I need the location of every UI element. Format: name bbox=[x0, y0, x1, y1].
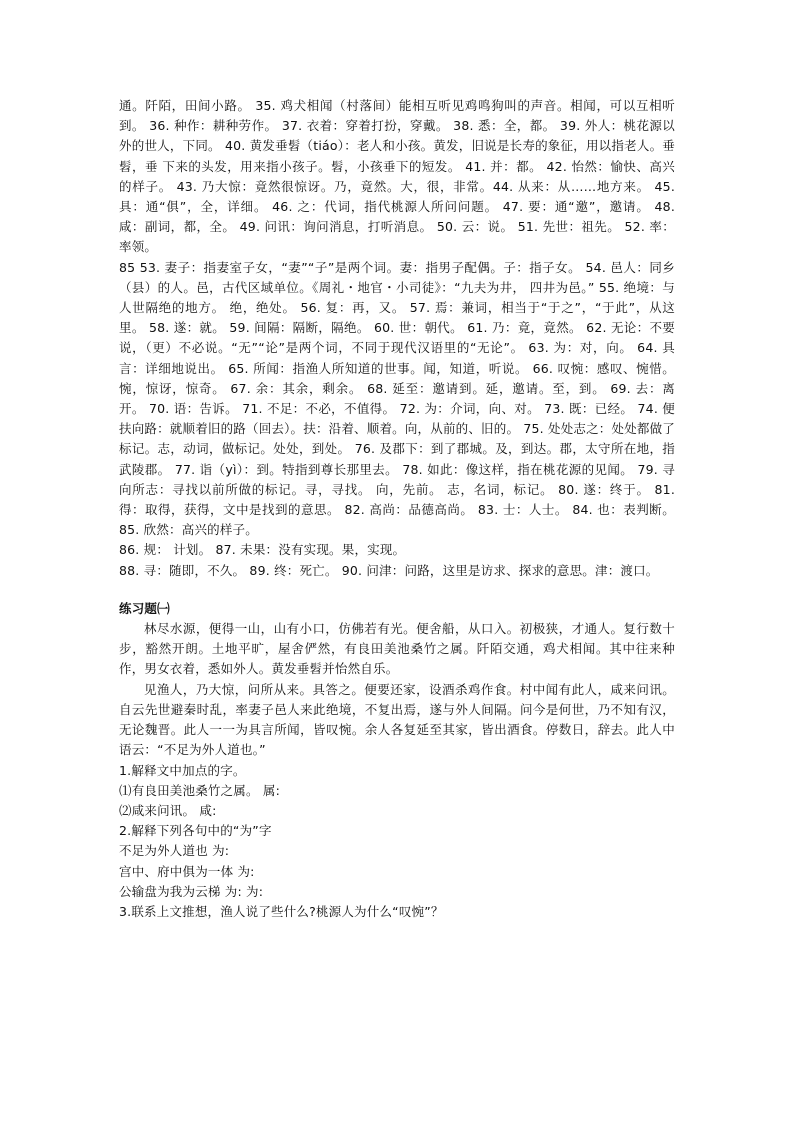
annotation-paragraph: 88. 寻：随即，不久。 89. 终：死亡。 90. 问津：问路，这里是访求、探求的意思。津：渡口。 bbox=[119, 562, 659, 578]
question-2-item-3: 公输盘为我为云梯 为: 为: bbox=[119, 883, 264, 899]
question-2-item-2: 宫中、府中俱为一体 为: bbox=[119, 863, 255, 879]
question-3: 3.联系上文推想，渔人说了些什么?桃源人为什么“叹惋”？ bbox=[119, 903, 444, 919]
spacer bbox=[119, 581, 675, 599]
question-1: 1.解释文中加点的字。 bbox=[119, 762, 246, 778]
annotation-paragraph: 通。阡陌，田间小路。 35. 鸡犬相闻（村落间）能相互听见鸡鸣狗叫的声音。相闻，可以互相听到。 36. 种作：耕种劳作。 37. 衣着：穿着打扮，穿戴。 38. 悉：全，都。 39. 外人：桃花源以外的世人，下同。 40. 黄发垂髫（tiáo）：老人和小孩。黄发，旧说是长寿的象征，用以指老人。垂髫，垂 下来的头发，用来指小孩子。髫，小孩垂下的短发。 41. 并：都。 42. 怡然：愉快、高兴的样子。 43. 乃大惊：竟然很惊讶。乃，竟然。大，很，非常。44. 从来：从……地方来。 45. 具：通“俱”，全，详细。 46. 之：代词，指代桃源人所问问题。 47. 要：通“邀”，邀请。 48. 咸：副词，都，全。 49. 问讯：询问消息，打听消息。 50. 云：说。 51. 先世：祖先。 52. 率：率领。 bbox=[119, 98, 675, 255]
question-2-item-1: 不足为外人道也 为: bbox=[119, 843, 230, 859]
passage-paragraph: 林尽水源，便得一山，山有小口，仿佛若有光。便舍船，从口入。初极狭，才通人。复行数十步，豁然开朗。土地平旷，屋舍俨然，有良田美池桑竹之属。阡陌交通，鸡犬相闻。其中往来种作，男女衣着，悉如外人。黄发垂髫并怡然自乐。 bbox=[119, 621, 675, 677]
question-2: 2.解释下列各句中的“为”字 bbox=[119, 823, 272, 839]
annotation-paragraph: 85 53. 妻子：指妻室子女，“妻”“子”是两个词。妻：指男子配偶。子：指子女。 54. 邑人：同乡（县）的人。邑，古代区域单位。《周礼・地官・小司徒》：“九夫为井， 四井为邑。” 55. 绝境：与人世隔绝的地方。 绝，绝处。 56. 复：再，又。 57. 焉：兼词，相当于“于之”，“于此”，从这里。 58. 遂：就。 59. 间隔：隔断，隔绝。 60. 世：朝代。 61. 乃：竟，竟然。 62. 无论：不要说，（更）不必说。“无”“论”是两个词，不同于现代汉语里的“无论”。 63. 为：对，向。 64. 具言：详细地说出。 65. 所闻：指渔人所知道的世事。闻，知道，听说。 66. 叹惋：感叹、惋惜。惋，惊讶，惊奇。 67. 余：其余，剩余。 68. 延至：邀请到。延，邀请。至，到。 69. 去：离开。 70. 语：告诉。 71. 不足：不必，不值得。 72. 为：介词，向、对。 73. 既：已经。 74. 便扶向路：就顺着旧的路（回去）。扶：沿着、顺着。向，从前的、旧的。 75. 处处志之：处处都做了标记。志，动词，做标记。处处，到处。 76. 及郡下：到了郡城。及，到达。郡，太守所在地，指武陵郡。 77. 诣（yì）：到。特指到尊长那里去。 78. 如此：像这样，指在桃花源的见闻。 79. 寻向所志：寻找以前所做的标记。寻，寻找。 向，先前。 志，名词，标记。 80. 遂：终于。 81. 得：取得，获得，文中是找到的意思。 82. 高尚：品德高尚。 83. 士：人士。 84. 也：表判断。 85. 欣然：高兴的样子。 bbox=[119, 259, 675, 538]
passage-paragraph: 见渔人，乃大惊，问所从来。具答之。便要还家，设酒杀鸡作食。村中闻有此人，咸来问讯。自云先世避秦时乱，率妻子邑人来此绝境，不复出焉，遂与外人间隔。问今是何世，乃不知有汉，无论魏晋。此人一一为具言所闻，皆叹惋。余人各复延至其家，皆出酒食。停数日，辞去。此人中语云：“不足为外人道也。” bbox=[119, 681, 675, 758]
question-1-item-1: ⑴有良田美池桑竹之属。 属: bbox=[119, 782, 280, 798]
page-content bbox=[119, 96, 675, 922]
question-1-item-2: ⑵咸来问讯。 咸: bbox=[119, 802, 217, 818]
annotation-paragraph: 86. 规： 计划。 87. 未果：没有实现。果，实现。 bbox=[119, 542, 406, 558]
exercise-title: 练习题㈠ bbox=[119, 600, 170, 616]
